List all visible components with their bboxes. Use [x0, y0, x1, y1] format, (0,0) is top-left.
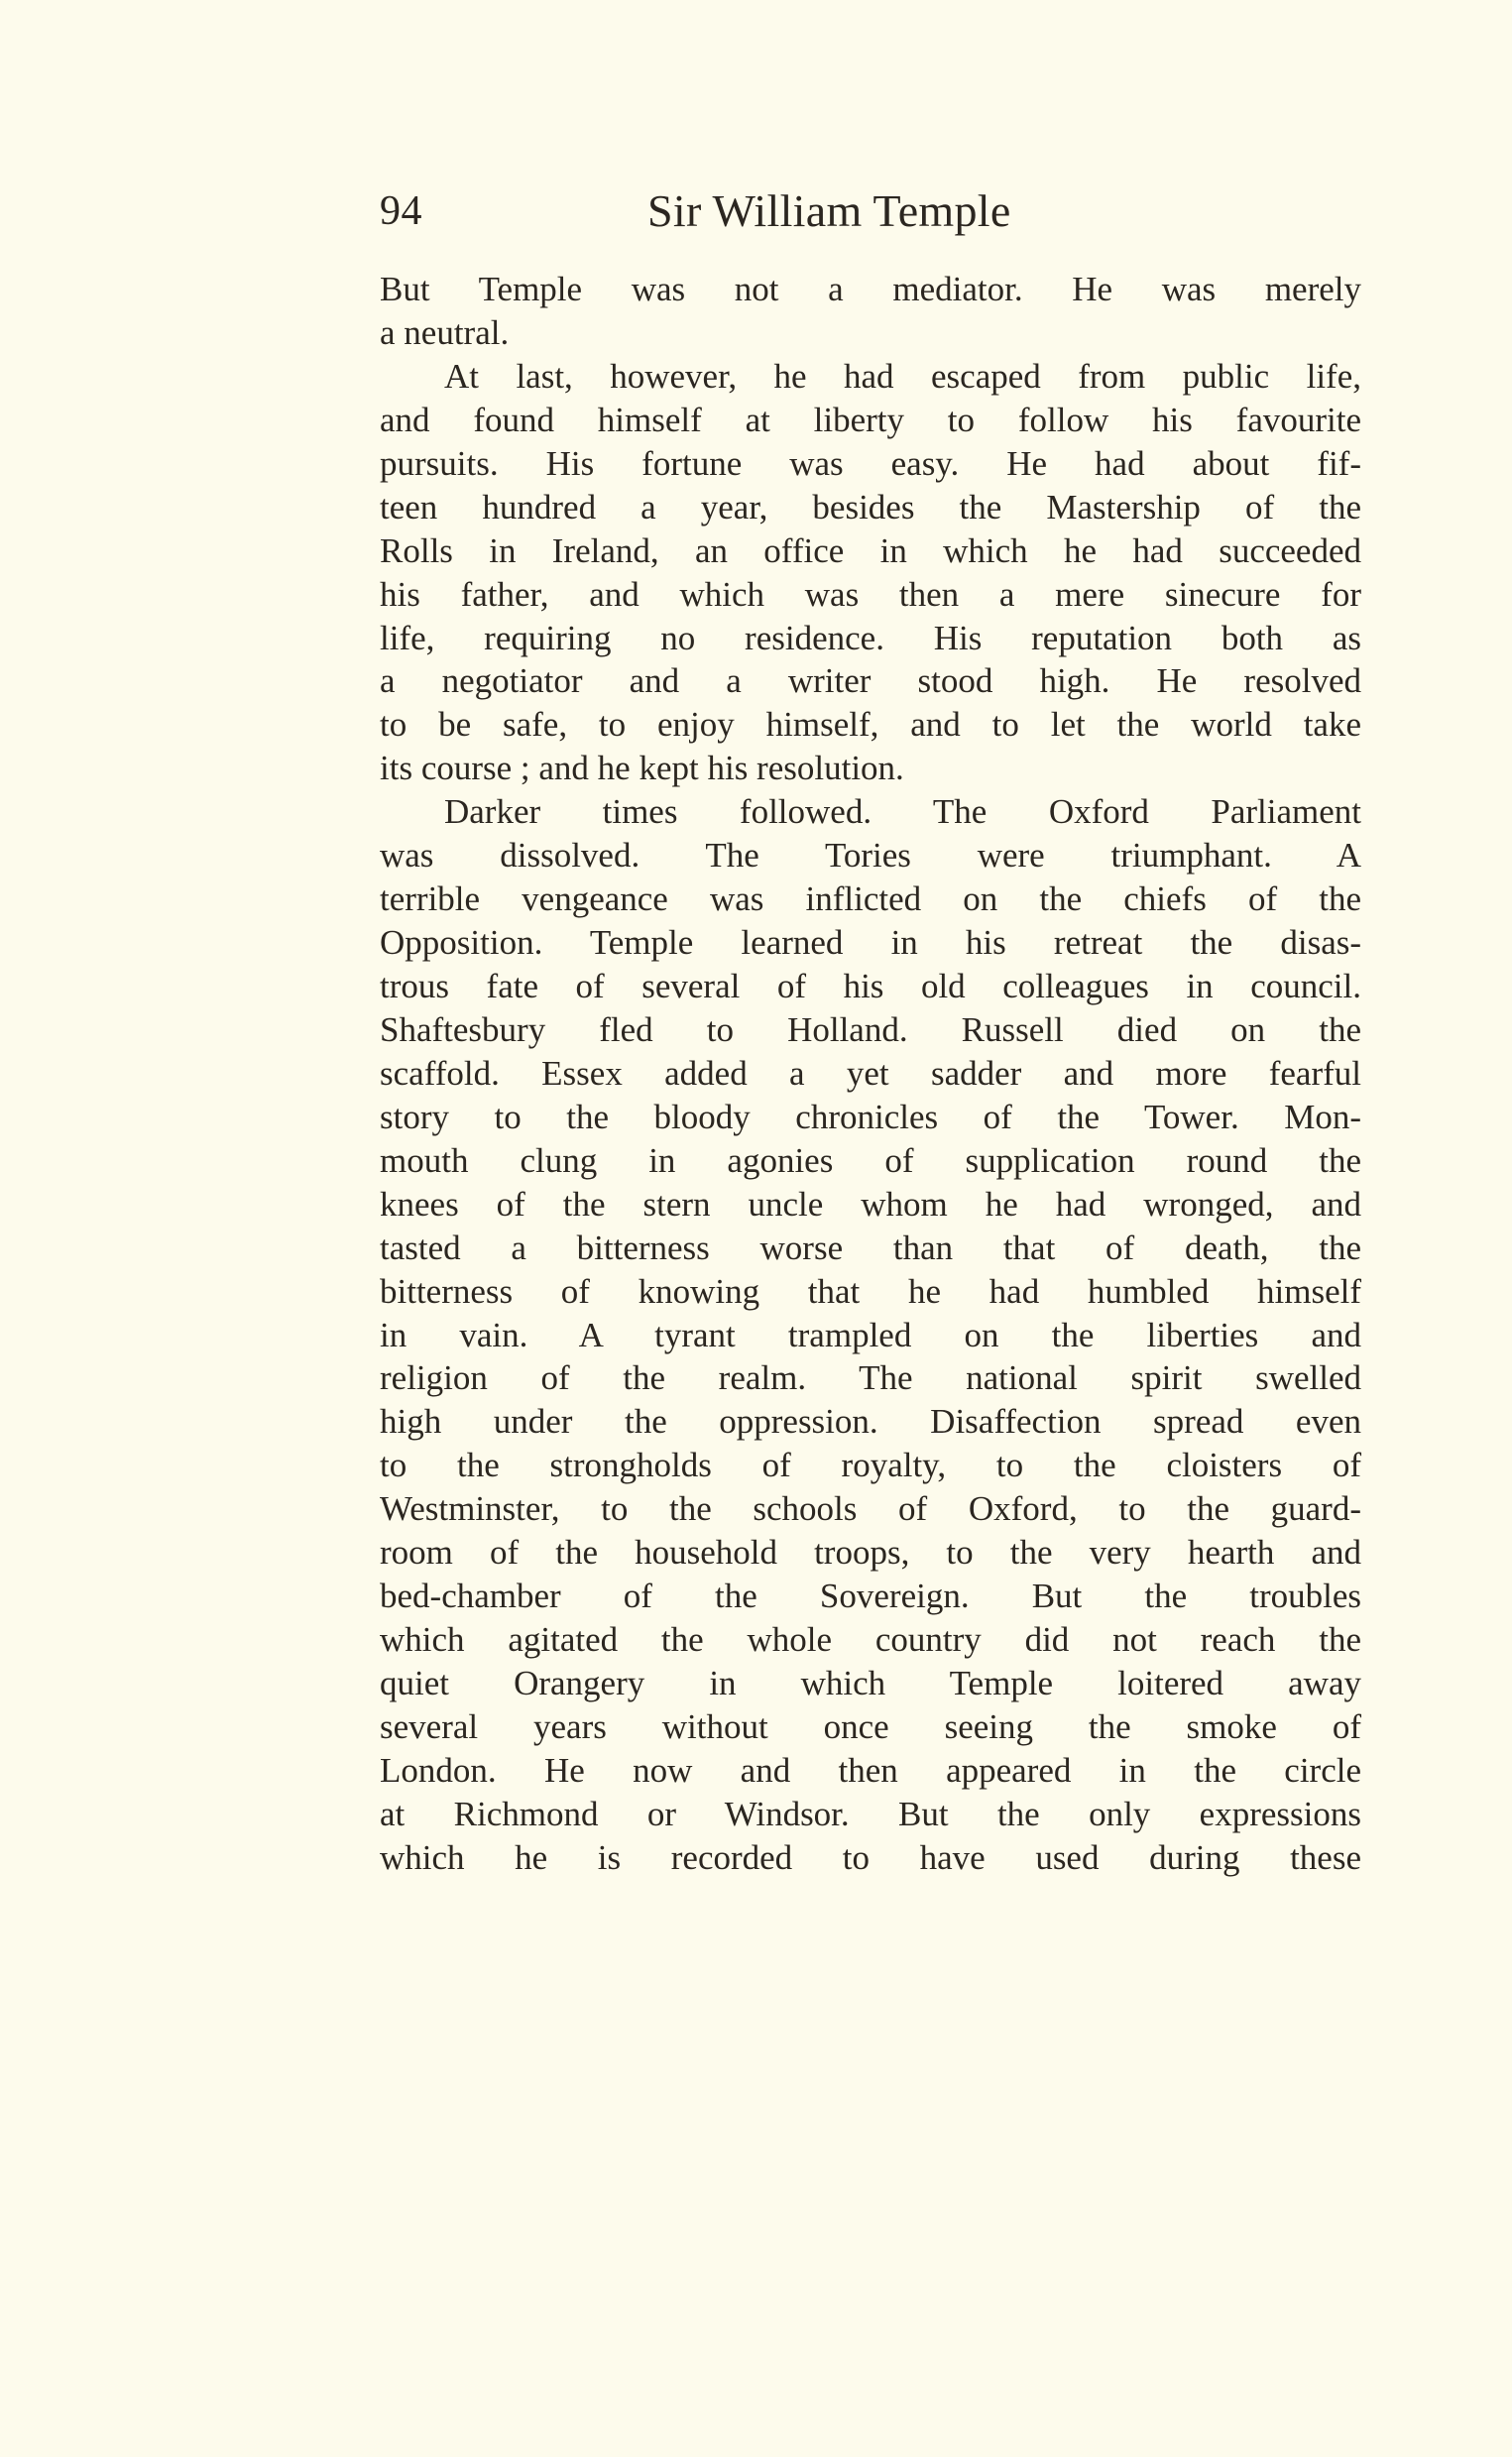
- running-head: [380, 181, 1361, 241]
- text-line: Shaftesbury fled to Holland. Russell died on the: [380, 1009, 1361, 1049]
- text-line: bed-chamber of the Sovereign. But the troubles: [380, 1577, 1361, 1616]
- text-line: mouth clung in agonies of supplication round the: [380, 1140, 1361, 1180]
- text-line: room of the household troops, to the very hearth and: [380, 1533, 1361, 1573]
- text-line: several years without once seeing the smoke of: [380, 1706, 1361, 1746]
- text-line: in vain. A tyrant trampled on the liberties and: [380, 1315, 1361, 1354]
- paragraph: [380, 790, 1361, 1879]
- text-line: story to the bloody chronicles of the Tower. Mon-: [380, 1097, 1361, 1136]
- page-number: 94: [380, 188, 422, 234]
- text-line: high under the oppression. Disaffection spread even: [380, 1402, 1361, 1442]
- text-line: its course ; and he kept his resolution.: [380, 749, 904, 788]
- text-line: bitterness of knowing that he had humbled himself: [380, 1271, 1361, 1311]
- text-line: tasted a bitterness worse than that of death, the: [380, 1228, 1361, 1267]
- text-line: at Richmond or Windsor. But the only expressions: [380, 1794, 1361, 1833]
- text-line: was dissolved. The Tories were triumphant. A: [380, 836, 1361, 876]
- text-line: his father, and which was then a mere sinecure for: [380, 574, 1361, 614]
- paragraph: [380, 355, 1361, 790]
- text-line: At last, however, he had escaped from public life,: [444, 356, 1361, 396]
- text-line: Opposition. Temple learned in his retreat the disas-: [380, 923, 1361, 963]
- running-title: Sir William Temple: [647, 185, 1011, 236]
- text-line: knees of the stern uncle whom he had wronged, and: [380, 1184, 1361, 1224]
- text-line: and found himself at liberty to follow his favourite: [380, 400, 1361, 439]
- text-line: But Temple was not a mediator. He was merely: [380, 270, 1361, 308]
- text-line: which agitated the whole country did not reach the: [380, 1620, 1361, 1660]
- text-line: a negotiator and a writer stood high. He resolved: [380, 661, 1361, 701]
- text-line: to the strongholds of royalty, to the cloisters of: [380, 1446, 1361, 1485]
- text-line: pursuits. His fortune was easy. He had about fif-: [380, 443, 1361, 483]
- text-line: terrible vengeance was inflicted on the chiefs of the: [380, 879, 1361, 919]
- text-line: scaffold. Essex added a yet sadder and more fearful: [380, 1053, 1361, 1093]
- text-line: religion of the realm. The national spirit swelled: [380, 1358, 1361, 1398]
- text-line: to be safe, to enjoy himself, and to let the world take: [380, 705, 1361, 745]
- text-line: which he is recorded to have used during these: [380, 1837, 1361, 1877]
- text-line: trous fate of several of his old colleagues in council.: [380, 967, 1361, 1005]
- text-line: quiet Orangery in which Temple loitered away: [380, 1664, 1361, 1702]
- text-line: teen hundred a year, besides the Mastership of the: [380, 487, 1361, 526]
- text-line: Darker times followed. The Oxford Parliament: [444, 792, 1361, 832]
- text-line: London. He now and then appeared in the circle: [380, 1750, 1361, 1790]
- text-line: Westminster, to the schools of Oxford, to the guard-: [380, 1489, 1361, 1529]
- text-line: a neutral.: [380, 312, 510, 352]
- paragraph: [380, 268, 1361, 355]
- body-text: [380, 268, 1361, 1880]
- text-line: Rolls in Ireland, an office in which he had succeeded: [380, 530, 1361, 570]
- text-line: life, requiring no residence. His reputation both as: [380, 618, 1361, 657]
